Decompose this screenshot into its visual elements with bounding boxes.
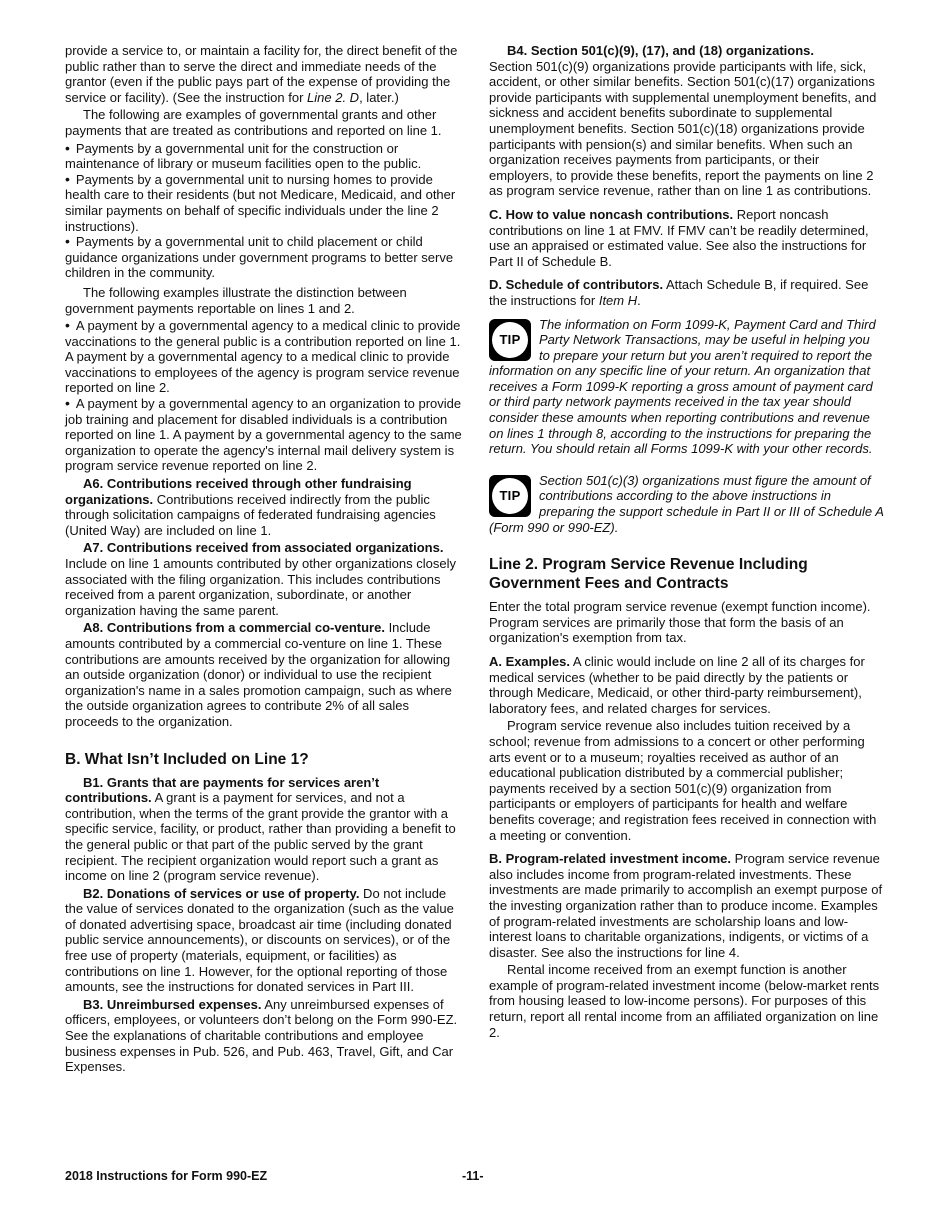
intro-paragraph: provide a service to, or maintain a facility for, the direct benefit of the public rather than to serve the direct and immediate needs of the grantor (even if the public pays part of the expense of providing the service or facility). (See the instruction for Line 2. D, later.) — [65, 43, 458, 105]
d-paragraph: D. Schedule of contributors. Attach Schedule B, if required. See the instructions for Item H. — [489, 277, 869, 308]
bullet-icon: • — [65, 395, 70, 412]
right-column — [489, 43, 884, 1042]
rental-paragraph: Rental income received from an exempt function is another example of program-related investment income (below-market rents from housing leased to low-income persons). For purposes of this return, report all rental income from an affiliated organization on line 2. — [489, 962, 880, 1040]
b4-heading: B4. Section 501(c)(9), (17), and (18) organizations. — [507, 43, 815, 58]
bullet-icon: • — [65, 317, 70, 334]
a8-heading: A8. Contributions from a commercial co-venture. — [83, 620, 385, 636]
section-b-heading: B. What Isn’t Included on Line 1? — [65, 750, 309, 768]
d-heading: D. Schedule of contributors. — [489, 277, 664, 293]
line2-heading: Line 2. Program Service Revenue Including Government Fees and Contracts — [489, 556, 808, 593]
left-column — [65, 43, 462, 1077]
a-heading: A. Examples. — [489, 654, 570, 669]
tip-note-1099k — [489, 317, 884, 459]
list-item: • Payments by a governmental unit for the construction or maintenance of library or museum facilities open to the public. — [65, 139, 422, 172]
a7-paragraph: A7. Contributions received from associated organizations. Include on line 1 amounts contributed by other organizations closely associated with the filing organization. This includes contributions received from a parent organization, subordinate, or another organization having the same parent. — [65, 540, 456, 618]
b-investment-paragraph: B. Program-related investment income. Program service revenue also includes income from program-related investments. These investments are made primarily to accomplish an exempt purpose of the investing organization rather than to produce income. Examples of program-related investments are scholarship loans and low-interest loans to charitable organizations, indigents, or victims of a disaster. See also the instructions for line 4. — [489, 851, 883, 960]
tip-text: Section 501(c)(3) organizations must figure the amount of contributions according to the above instructions in preparing the support schedule in Part II or III of Schedule A (Form 990 or 990-EZ). — [489, 472, 884, 535]
a7-heading: A7. Contributions received from associated organizations. — [83, 540, 444, 556]
b4-paragraph: B4. Section 501(c)(9), (17), and (18) organizations. Section 501(c)(9) organizations provide participants with life, sick, accident, or other similar benefits. Section 501(c)(17) organizations provide participants with supplemental unemployment benefits, and sickness and accident benefits subordinate to supplemental unemployment benefits. Section 501(c)(18) organizations provide participants with pension(s) and similar benefits. When such an organization receives payments from participants, or their employers, to provide these benefits, report the payments on line 2 as program service revenue, rather than on line 1 as contributions. — [489, 43, 884, 199]
footer-doc-title: 2018 Instructions for Form 990-EZ — [65, 1169, 268, 1183]
b3-heading: B3. Unreimbursed expenses. — [83, 996, 262, 1012]
tip-icon: TIP — [489, 475, 531, 517]
b3-paragraph: B3. Unreimbursed expenses. Any unreimbursed expenses of officers, employees, or volunteers don’t belong on the Form 990-EZ. See the explanations of charitable contributions and employee business expenses in Pub. 526, and Pub. 463, Travel, Gift, and Car Expenses. — [65, 996, 458, 1075]
a-examples-paragraph: A. Examples. A clinic would include on line 2 all of its charges for medical services (whether to be paid directly by the patients or through Medicare, Medicaid, or other third-party reimbursement), laboratory fees, and related charges for services. — [489, 654, 865, 716]
list-item: • A payment by a governmental agency to a medical clinic to provide vaccinations to the general public is a contribution reported on line 1. A payment by a governmental agency to a medical clinic to provide vaccinations to employees of the agency is program service revenue reported on line 2. — [65, 317, 461, 396]
a6-heading: A6. Contributions received through other fundraising organizations. — [65, 476, 412, 507]
page-number: -11- — [462, 1169, 484, 1183]
b1-heading: B1. Grants that are payments for services aren’t contributions. — [65, 774, 380, 806]
psr-paragraph: Program service revenue also includes tuition received by a school; revenue from admissions to a concert or other performing arts event or to a museum; royalties received as author of an educational publication distributed by a commercial publisher; payments received by a section 501(c)(9) organization from participants or employers of participants for health and welfare benefits coverage; and registration fees received in connection with a meeting or convention. — [489, 718, 877, 843]
b1-paragraph: B1. Grants that are payments for services aren’t contributions. A grant is a payment for services, and not a contribution, when the terms of the grant provide the grantor with a specific service, facility, or product, rather than providing a benefit to the general public or that part of the public served by the grant recipient. The recipient organization would report such a grant as income on line 2 (program service revenue). — [65, 774, 456, 884]
tip-text: The information on Form 1099-K, Payment Card and Third Party Network Transactions, may be useful in helping you to prepare your return but you aren’t required to report the information on any specific line of your return. An organization that receives a Form 1099-K reporting a gross amount of payment card or third party network payments received in the tax year should consider these amounts when reporting contributions and revenue on lines 1 through 8, according to the instructions for preparing the return. You should retain all Forms 1099-K with your other records. — [489, 316, 876, 457]
a6-paragraph: A6. Contributions received through other fundraising organizations. Contributions received indirectly from the public through solicitation campaigns of federated fundraising agencies (United Way) are included on line 1. — [65, 476, 436, 538]
line2-intro: Enter the total program service revenue (exempt function income). Program services are primarily those that form the basis of an organization's exemption from tax. — [489, 599, 871, 646]
list-item: • A payment by a governmental agency to an organization to provide job training and placement for disabled individuals is a contribution reported on line 1. A payment by a governmental agency to the same organization to operate the agency's internal mail delivery system is program service revenue reported on line 2. — [65, 395, 462, 474]
bullet-icon: • — [65, 139, 70, 156]
c-paragraph: C. How to value noncash contributions. Report noncash contributions on line 1 at FMV. If FMV can’t be readily determined, use an appraised or estimated value. See also the instructions for Part II of Schedule B. — [489, 206, 869, 269]
list-item: • Payments by a governmental unit to child placement or child guidance organizations under government programs to better serve children in the community. — [65, 233, 454, 281]
distinction-intro: The following examples illustrate the distinction between government payments reportable on lines 1 and 2. — [65, 284, 407, 316]
page-footer — [65, 1169, 885, 1185]
bullet-icon: • — [65, 233, 70, 250]
tip-note-501c3 — [489, 473, 884, 537]
bullet-icon: • — [65, 170, 70, 187]
b-heading: B. Program-related investment income. — [489, 851, 732, 867]
list-item: • Payments by a governmental unit to nursing homes to provide health care to their residents (but not Medicare, Medicaid, and other similar payments on behalf of specific individuals under the line 2 instructions). — [65, 170, 456, 234]
b2-heading: B2. Donations of services or use of property. — [83, 885, 360, 901]
gov-examples-intro: The following are examples of governmental grants and other payments that are treated as contributions and reported on line 1. — [65, 107, 442, 138]
c-heading: C. How to value noncash contributions. — [489, 206, 734, 222]
a8-paragraph: A8. Contributions from a commercial co-venture. Include amounts contributed by a commercial co-venture on line 1. These contributions are amounts received by the organization for allowing an outside organization (donor) or individual to use the recipient organization's name in a sales promotion campaign, such as where the outside organization agrees to contribute 2% of all sales proceeds to the organization. — [65, 620, 452, 729]
b2-paragraph: B2. Donations of services or use of property. Do not include the value of services donated to the organization (such as the value of donated advertising space, broadcast air time (including donated public service announcements), or discounts on services), or of the free use of property (materials, equipment, or facilities) as contributions on line 1. However, for the optional reporting of those amounts, see the instructions for donated services in Part III. — [65, 885, 454, 995]
tip-icon: TIP — [489, 319, 531, 361]
